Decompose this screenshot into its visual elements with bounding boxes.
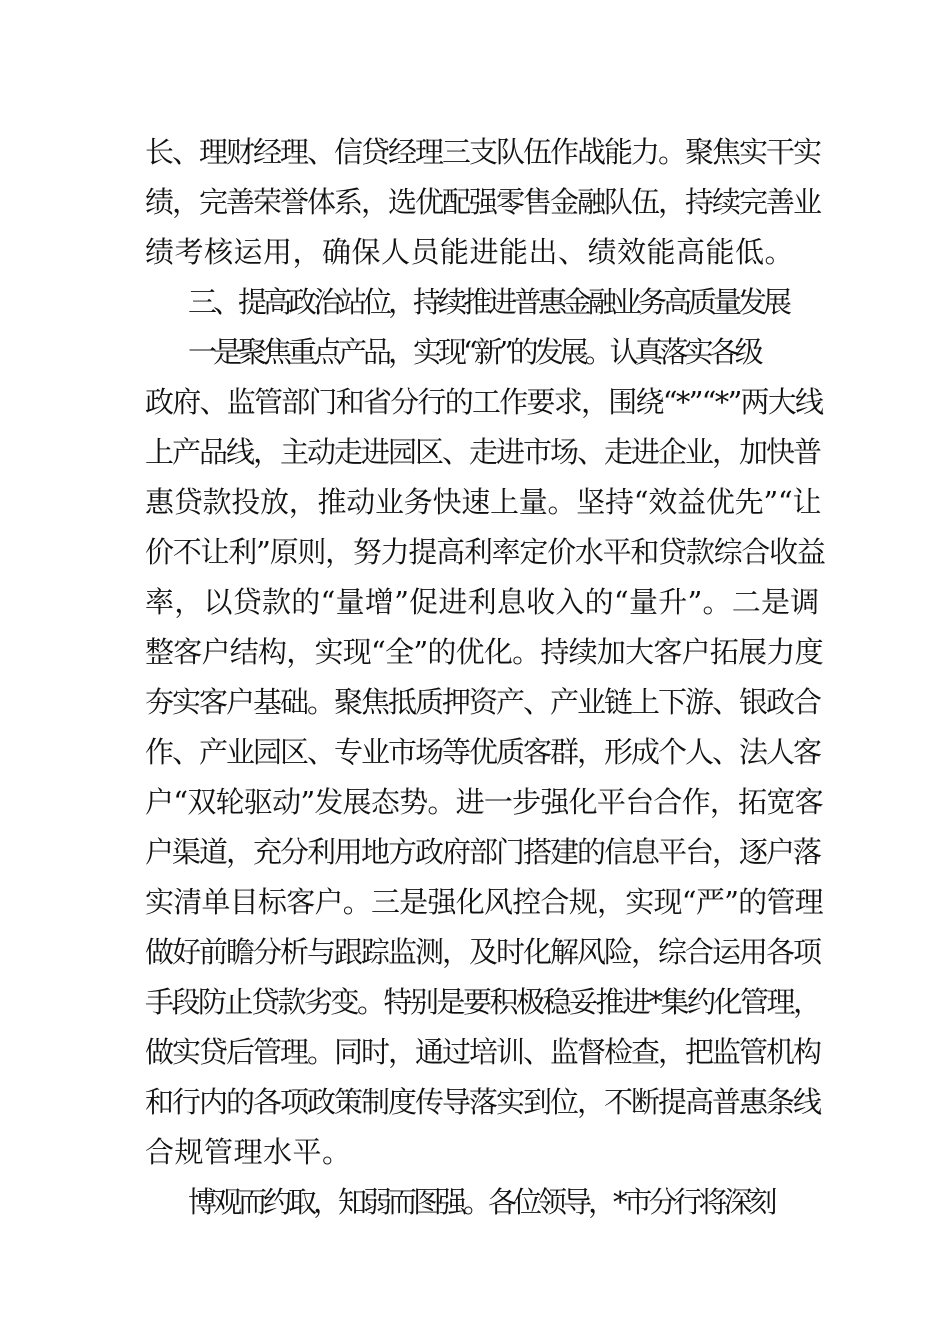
paragraph-line: 合规管理水平。 <box>145 1135 352 1169</box>
paragraph-line: 做实贷后管理。同时，通过培训、监督检查，把监管机构 <box>145 1035 821 1069</box>
paragraph-line: 惠贷款投放，推动业务快速上量。坚持“效益优先”“让 <box>145 485 822 519</box>
paragraph-line: 价不让利”原则，努力提高利率定价水平和贷款综合收益 <box>145 535 825 569</box>
paragraph-line: 博观而约取，知弱而图强。各位领导，*市分行将深刻 <box>188 1185 774 1219</box>
paragraph-line: 作、产业园区、专业市场等优质客群，形成个人、法人客 <box>145 735 821 769</box>
paragraph-line: 实清单目标客户。三是强化风控合规，实现“严”的管理 <box>145 885 823 919</box>
paragraph-line: 整客户结构，实现“全”的优化。持续加大客户拓展力度 <box>145 635 823 669</box>
paragraph-line: 户渠道，充分利用地方政府部门搭建的信息平台，逐户落 <box>145 835 821 869</box>
paragraph-line: 做好前瞻分析与跟踪监测，及时化解风险，综合运用各项 <box>145 935 821 969</box>
paragraph-line: 政府、监管部门和省分行的工作要求，围绕“*”“*”两大线 <box>145 385 823 419</box>
section-heading: 三、提高政治站位，持续推进普惠金融业务高质量发展 <box>188 285 789 319</box>
paragraph-line: 一是聚焦重点产品，实现“新”的发展。认真落实各级 <box>188 335 760 369</box>
paragraph-line: 率，以贷款的“量增”促进利息收入的“量升”。二是调 <box>145 585 820 619</box>
paragraph-line: 长、理财经理、信贷经理三支队伍作战能力。聚焦实干实 <box>145 135 821 169</box>
paragraph-line: 户“双轮驱动”发展态势。进一步强化平台合作，拓宽客 <box>145 785 823 819</box>
paragraph-line: 和行内的各项政策制度传导落实到位，不断提高普惠条线 <box>145 1085 821 1119</box>
paragraph-line: 绩，完善荣誉体系，选优配强零售金融队伍，持续完善业 <box>145 185 821 219</box>
paragraph-line: 手段防止贷款劣变。特别是要积极稳妥推进*集约化管理， <box>145 985 820 1019</box>
paragraph-line: 上产品线，主动走进园区、走进市场、走进企业，加快普 <box>145 435 821 469</box>
paragraph-line: 夯实客户基础。聚焦抵质押资产、产业链上下游、银政合 <box>145 685 821 719</box>
paragraph-line: 绩考核运用，确保人员能进能出、绩效能高能低。 <box>145 235 795 269</box>
